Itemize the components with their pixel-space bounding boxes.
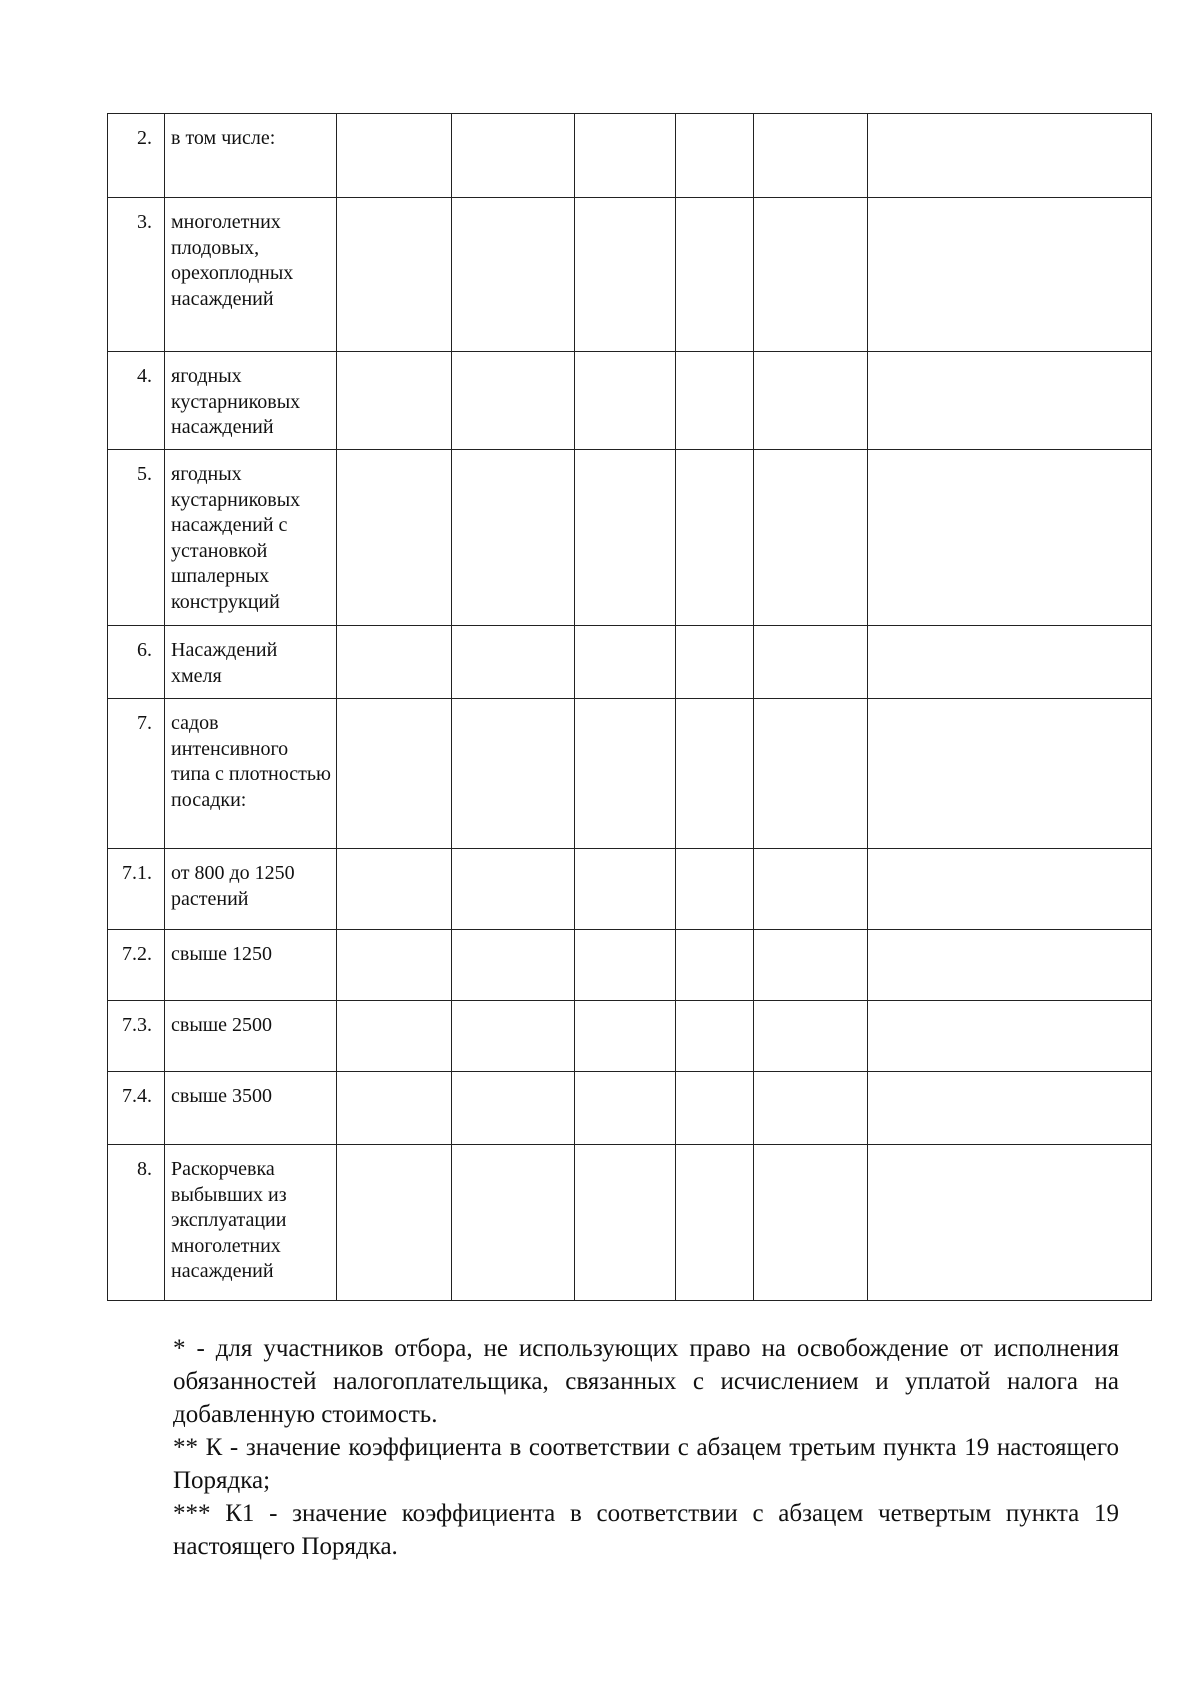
table-cell bbox=[754, 626, 868, 699]
row-number: 7. bbox=[108, 699, 165, 849]
table-cell bbox=[868, 114, 1152, 198]
table-cell bbox=[337, 1001, 452, 1072]
table-cell bbox=[676, 450, 754, 626]
table-cell bbox=[754, 114, 868, 198]
table-row bbox=[108, 930, 1152, 1001]
table-cell bbox=[676, 699, 754, 849]
table-cell bbox=[575, 930, 676, 1001]
table-cell bbox=[754, 699, 868, 849]
table-row bbox=[108, 1145, 1152, 1301]
table-cell bbox=[676, 1001, 754, 1072]
table-cell bbox=[676, 930, 754, 1001]
table-cell bbox=[676, 1072, 754, 1145]
table-cell bbox=[754, 198, 868, 352]
row-description: от 800 до 1250 растений bbox=[165, 849, 337, 930]
table-cell bbox=[337, 849, 452, 930]
table-cell bbox=[452, 849, 575, 930]
row-number: 5. bbox=[108, 450, 165, 626]
table-cell bbox=[676, 849, 754, 930]
row-number: 3. bbox=[108, 198, 165, 352]
table-cell bbox=[337, 699, 452, 849]
table-cell bbox=[676, 1145, 754, 1301]
table-row bbox=[108, 849, 1152, 930]
table-cell bbox=[754, 930, 868, 1001]
table-cell bbox=[868, 1001, 1152, 1072]
table-cell bbox=[754, 1145, 868, 1301]
table-cell bbox=[452, 198, 575, 352]
table-cell bbox=[575, 114, 676, 198]
table-row bbox=[108, 352, 1152, 450]
row-description: многолетних плодовых, орехоплодных насаждений bbox=[165, 198, 337, 352]
table-cell bbox=[337, 450, 452, 626]
row-number: 2. bbox=[108, 114, 165, 198]
table-cell bbox=[452, 352, 575, 450]
table-cell bbox=[575, 1001, 676, 1072]
table-cell bbox=[452, 699, 575, 849]
table-cell bbox=[575, 626, 676, 699]
table-row bbox=[108, 450, 1152, 626]
table-cell bbox=[868, 1145, 1152, 1301]
row-description: ягодных кустарниковых насаждений bbox=[165, 352, 337, 450]
table-row bbox=[108, 626, 1152, 699]
row-number: 6. bbox=[108, 626, 165, 699]
row-description: свыше 1250 bbox=[165, 930, 337, 1001]
table-cell bbox=[754, 1072, 868, 1145]
table-row bbox=[108, 1001, 1152, 1072]
table-cell bbox=[575, 849, 676, 930]
footnote-coefficient-k: ** К - значение коэффициента в соответствии с абзацем третьим пункта 19 настоящего Порядка; bbox=[173, 1434, 1119, 1494]
row-description: ягодных кустарниковых насаждений с установкой шпалерных конструкций bbox=[165, 450, 337, 626]
table-row bbox=[108, 1072, 1152, 1145]
row-description: в том числе: bbox=[165, 114, 337, 198]
table-cell bbox=[452, 1072, 575, 1145]
table-cell bbox=[868, 930, 1152, 1001]
table-cell bbox=[452, 626, 575, 699]
table-cell bbox=[337, 198, 452, 352]
table-cell bbox=[868, 198, 1152, 352]
table-cell bbox=[676, 114, 754, 198]
table-cell bbox=[337, 626, 452, 699]
row-number: 7.3. bbox=[108, 1001, 165, 1072]
row-number: 7.4. bbox=[108, 1072, 165, 1145]
table-cell bbox=[452, 1145, 575, 1301]
footnotes bbox=[173, 1332, 1119, 1563]
table-cell bbox=[337, 930, 452, 1001]
table-cell bbox=[754, 450, 868, 626]
table-cell bbox=[337, 1145, 452, 1301]
table-cell bbox=[676, 352, 754, 450]
table-cell bbox=[575, 198, 676, 352]
table-cell bbox=[337, 1072, 452, 1145]
data-table bbox=[107, 113, 1152, 1301]
table-row bbox=[108, 699, 1152, 849]
table-cell bbox=[754, 849, 868, 930]
footnote-vat: * - для участников отбора, не использующих право на освобождение от исполнения обязанностей налогоплательщика, связанных с исчислением и уплатой налога на добавленную стоимость. bbox=[173, 1335, 1119, 1428]
table-cell bbox=[337, 352, 452, 450]
row-number: 8. bbox=[108, 1145, 165, 1301]
row-description: свыше 2500 bbox=[165, 1001, 337, 1072]
table-cell bbox=[754, 1001, 868, 1072]
row-number: 7.2. bbox=[108, 930, 165, 1001]
row-number: 4. bbox=[108, 352, 165, 450]
table-row bbox=[108, 198, 1152, 352]
table-cell bbox=[575, 450, 676, 626]
row-description: Раскорчевка выбывших из эксплуатации многолетних насаждений bbox=[165, 1145, 337, 1301]
table-cell bbox=[575, 699, 676, 849]
table-cell bbox=[868, 1072, 1152, 1145]
row-description: Насаждений хмеля bbox=[165, 626, 337, 699]
table-cell bbox=[575, 1145, 676, 1301]
table-cell bbox=[868, 699, 1152, 849]
row-number: 7.1. bbox=[108, 849, 165, 930]
row-description: садов интенсивного типа с плотностью посадки: bbox=[165, 699, 337, 849]
table-cell bbox=[676, 626, 754, 699]
table-cell bbox=[452, 114, 575, 198]
table-cell bbox=[452, 1001, 575, 1072]
table-cell bbox=[868, 450, 1152, 626]
table-cell bbox=[868, 626, 1152, 699]
table-row bbox=[108, 114, 1152, 198]
footnote-coefficient-k1: *** К1 - значение коэффициента в соответствии с абзацем четвертым пункта 19 настоящего Порядка. bbox=[173, 1500, 1119, 1560]
table-cell bbox=[575, 352, 676, 450]
table-cell bbox=[754, 352, 868, 450]
row-description: свыше 3500 bbox=[165, 1072, 337, 1145]
table-cell bbox=[676, 198, 754, 352]
table-cell bbox=[868, 352, 1152, 450]
table-cell bbox=[337, 114, 452, 198]
table-cell bbox=[868, 849, 1152, 930]
table-cell bbox=[452, 450, 575, 626]
table-cell bbox=[452, 930, 575, 1001]
table-cell bbox=[575, 1072, 676, 1145]
